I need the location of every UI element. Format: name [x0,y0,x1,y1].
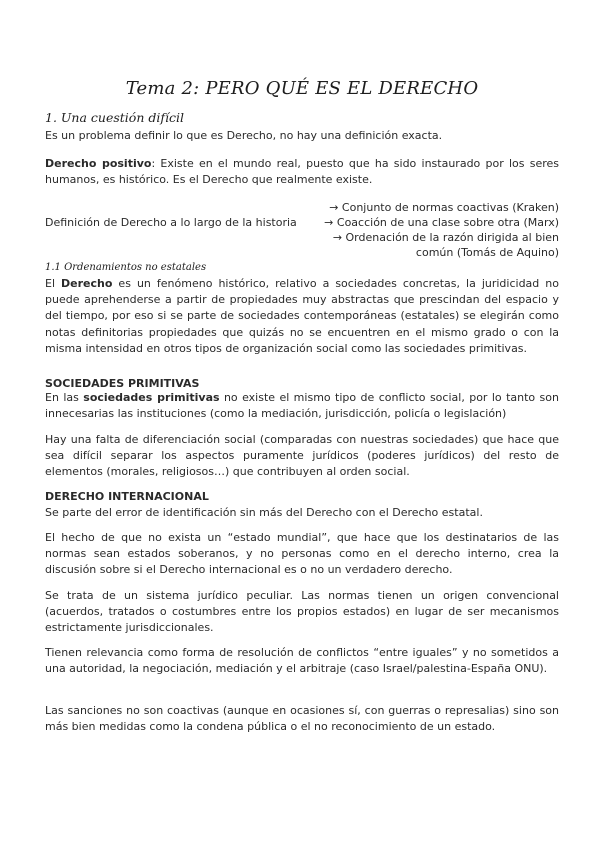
derecho-internacional-heading: DERECHO INTERNACIONAL [45,490,209,503]
derecho-positivo-text: : Existe en el mundo real, puesto que ha sido instaurado por los seres humanos, es histórico. Es el Derecho que realmente existe. [45,157,559,187]
derecho-positivo-paragraph [45,156,559,188]
derecho-historico-paragraph: El Derecho es un fenómeno histórico, relativo a sociedades concretas, la juridicidad no puede aprehenderse a partir de propiedades muy abstractas que prescindan del espacio y del tiempo, por eso si se parte de sociedades contemporáneas (estatales) se elegirán como notas definitorias propiedades que quizás no se encuentren en el mismo grado o con la misma intensidad en otros tipos de organización social como las sociedades primitivas. [45,277,559,355]
derecho-term: Derecho [61,277,113,290]
internacional-paragraph-3: Se trata de un sistema jurídico peculiar. Las normas tienen un origen convencional (acuerdos, tratados o costumbres entre los propios estados) en lugar de ser mecanismos estrictamente jurisdiccionales. [45,589,559,635]
section-heading-1: 1. Una cuestión difícil [45,110,184,125]
internacional-paragraph-2: El hecho de que no exista un “estado mundial”, que hace que los destinatarios de las normas sean estados soberanos, y no personas como en el derecho interno, crea la discusión sobre si el Derecho internacional es o no un verdadero derecho. [45,531,559,577]
derecho-positivo-term: Derecho positivo [45,157,152,170]
internacional-paragraph-1: Se parte del error de identificación sin más del Derecho con el Derecho estatal. [45,506,483,519]
primitivas-paragraph-1: En las sociedades primitivas no existe el mismo tipo de conflicto social, por lo tanto son innecesarias las instituciones (como la mediación, jurisdicción, policía o legislación) [45,391,559,421]
definition-item: → Coacción de una clase sobre otra (Marx) [324,216,559,229]
definition-item: → Ordenación de la razón dirigida al bien [332,231,559,244]
section-heading-1-1: 1.1 Ordenamientos no estatales [45,262,207,273]
primitivas-paragraph-2: Hay una falta de diferenciación social (comparadas con nuestras sociedades) que hace que sea difícil separar los aspectos puramente jurídicos (poderes jurídicos) del resto de elementos (morales, religiosos…) que contribuyen al orden social. [45,433,559,479]
internacional-paragraph-5: Las sanciones no son coactivas (aunque en ocasiones sí, con guerras o represalias) sino son más bien medidas como la condena pública o el no reconocimiento de un estado. [45,704,559,734]
definitions-label: Definición de Derecho a lo largo de la historia [45,216,297,229]
internacional-paragraph-4: Tienen relevancia como forma de resolución de conflictos “entre iguales” y no sometidos a una autoridad, la negociación, mediación y el arbitraje (caso Israel/palestina-España ONU). [45,646,559,676]
sociedades-primitivas-term: sociedades primitivas [83,391,220,404]
sociedades-primitivas-heading: SOCIEDADES PRIMITIVAS [45,377,200,390]
definition-item: común (Tomás de Aquino) [415,246,559,259]
page-title: Tema 2: PERO QUÉ ES EL DERECHO [125,78,479,99]
definition-item: → Conjunto de normas coactivas (Kraken) [329,201,559,214]
intro-paragraph: Es un problema definir lo que es Derecho, no hay una definición exacta. [45,129,443,142]
definitions-block [45,200,559,260]
